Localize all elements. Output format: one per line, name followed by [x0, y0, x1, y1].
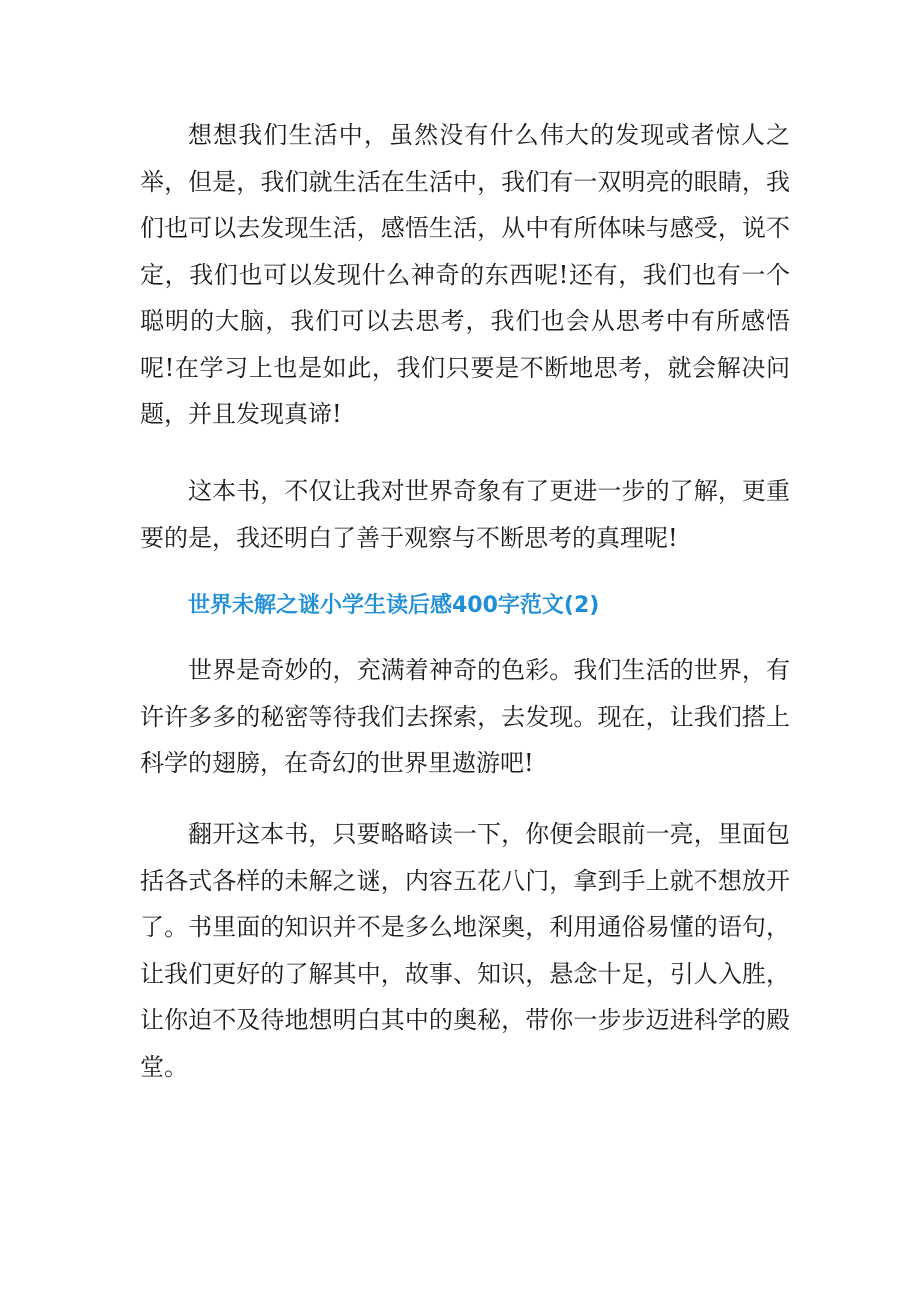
section-heading: 世界未解之谜小学生读后感400字范文(2): [188, 593, 600, 618]
paragraph: 这本书，不仅让我对世界奇象有了更进一步的了解，更重要的是，我还明白了善于观察与不断思考的真理呢!: [140, 477, 790, 552]
paragraph: 世界是奇妙的，充满着神奇的色彩。我们生活的世界，有许许多多的秘密等待我们去探索，去发现。现在，让我们搭上科学的翅膀，在奇幻的世界里遨游吧!: [140, 656, 790, 777]
paragraph: 翻开这本书，只要略略读一下，你便会眼前一亮，里面包括各式各样的未解之谜，内容五花八门，拿到手上就不想放开了。书里面的知识并不是多么地深奥，利用通俗易懂的语句，让我们更好的了解其中，故事、知识，悬念十足，引人入胜，让你迫不及待地想明白其中的奥秘，带你一步步迈进科学的殿堂。: [140, 820, 790, 1081]
paragraph: 想想我们生活中，虽然没有什么伟大的发现或者惊人之举，但是，我们就生活在生活中，我们有一双明亮的眼睛，我们也可以去发现生活，感悟生活，从中有所体味与感受，说不定，我们也可以发现什么神奇的东西呢!还有，我们也有一个聪明的大脑，我们可以去思考，我们也会从思考中有所感悟呢!在学习上也是如此，我们只要是不断地思考，就会解决问题，并且发现真谛!: [140, 121, 790, 428]
